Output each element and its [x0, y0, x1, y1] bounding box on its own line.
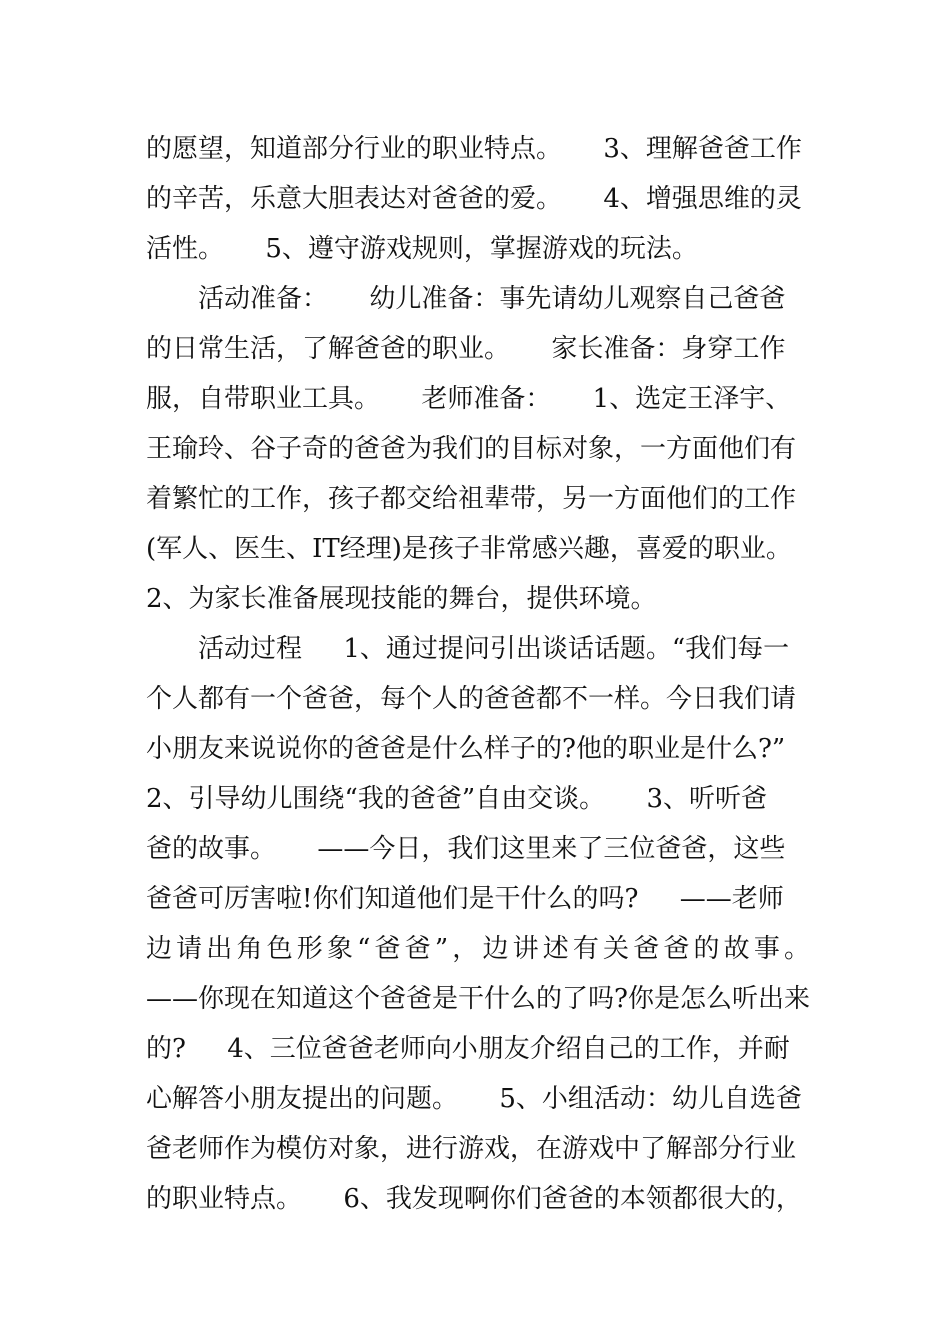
- text-line: 的愿望，知道部分行业的职业特点。 3、理解爸爸工作: [146, 134, 802, 164]
- text-line: 边请出角色形象“爸爸”，边讲述有关爸爸的故事。: [146, 934, 810, 964]
- body-text: [146, 124, 810, 1224]
- text-line: 的职业特点。 6、我发现啊你们爸爸的本领都很大的，: [146, 1184, 802, 1214]
- text-line: 爸的故事。 ——今日，我们这里来了三位爸爸，这些: [146, 834, 786, 864]
- text-line: 的? 4、三位爸爸老师向小朋友介绍自己的工作，并耐: [146, 1034, 790, 1064]
- text-line: 小朋友来说说你的爸爸是什么样子的?他的职业是什么?”: [146, 734, 786, 764]
- text-line: 服，自带职业工具。 老师准备： 1、选定王泽宇、: [146, 384, 792, 414]
- text-line: 个人都有一个爸爸，每个人的爸爸都不一样。今日我们请: [146, 684, 797, 714]
- text-line: 爸老师作为模仿对象，进行游戏，在游戏中了解部分行业: [146, 1134, 797, 1164]
- text-line: 的辛苦，乐意大胆表达对爸爸的爱。 4、增强思维的灵: [146, 184, 802, 214]
- paragraph-start-line: 活动准备： 幼儿准备：事先请幼儿观察自己爸爸: [198, 284, 786, 314]
- text-line: 活性。 5、遵守游戏规则，掌握游戏的玩法。: [146, 234, 698, 264]
- text-line: 着繁忙的工作，孩子都交给祖辈带，另一方面他们的工作: [146, 484, 797, 514]
- text-line: 2、为家长准备展现技能的舞台，提供环境。: [146, 584, 657, 614]
- text-line: 2、引导幼儿围绕“我的爸爸”自由交谈。 3、听听爸: [146, 784, 767, 814]
- text-line: ——你现在知道这个爸爸是干什么的了吗?你是怎么听出来: [146, 984, 810, 1014]
- text-line: (军人、医生、IT经理)是孩子非常感兴趣，喜爱的职业。: [146, 534, 792, 564]
- text-line: 王瑜玲、谷子奇的爸爸为我们的目标对象，一方面他们有: [146, 434, 797, 464]
- text-line: 爸爸可厉害啦!你们知道他们是干什么的吗? ——老师: [146, 884, 784, 914]
- paragraph-start-line: 活动过程 1、通过提问引出谈话话题。“我们每一: [198, 634, 790, 664]
- text-line: 心解答小朋友提出的问题。 5、小组活动：幼儿自选爸: [146, 1084, 802, 1114]
- text-line: 的日常生活，了解爸爸的职业。 家长准备：身穿工作: [146, 334, 786, 364]
